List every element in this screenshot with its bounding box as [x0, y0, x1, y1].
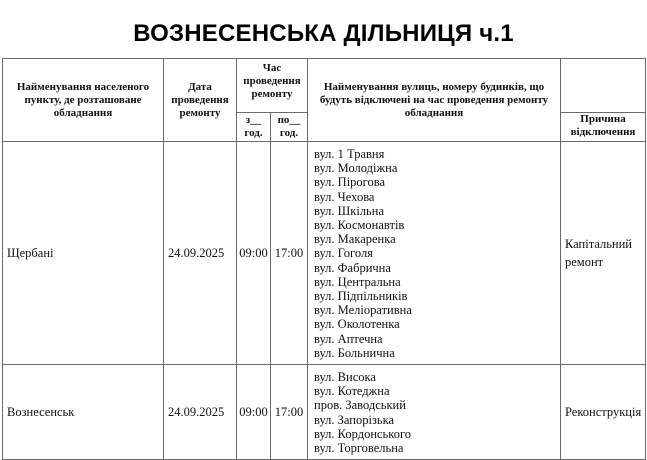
header-time-from: з__ год. — [237, 113, 271, 142]
street-item: вул. Молодіжна — [314, 161, 398, 176]
street-item: вул. Пірогова — [314, 175, 386, 190]
time-from-cell: 09:00 — [237, 365, 271, 460]
time-from-cell: 09:00 — [237, 142, 271, 365]
street-item: вул. Гоголя — [314, 246, 373, 261]
street-item: вул. Торговельна — [314, 441, 404, 456]
header-date: Дата проведення ремонту — [164, 59, 237, 142]
header-reason: Причина відключення — [561, 113, 646, 142]
header-streets: Найменування вулиць, номеру будинків, що будуть відключені на час проведення ремонту обладнання — [308, 59, 561, 142]
header-time: Час проведення ремонту — [237, 59, 308, 113]
street-item: вул. Центральна — [314, 274, 401, 289]
streets-cell — [308, 365, 561, 460]
time-to-cell: 17:00 — [271, 365, 308, 460]
street-item: вул. Запорізька — [314, 412, 395, 427]
table-row — [3, 365, 646, 460]
streets-cell — [308, 142, 561, 365]
street-item: вул. Меліоративна — [314, 303, 412, 318]
street-item: вул. Фабрична — [314, 260, 391, 275]
street-item: вул. Котеджна — [314, 384, 390, 399]
reason-cell: Реконструкція — [561, 365, 646, 460]
table-row — [3, 142, 646, 365]
header-time-to: по__ год. — [271, 113, 308, 142]
street-item: вул. Шкільна — [314, 203, 384, 218]
street-item: вул. Макаренка — [314, 232, 396, 247]
time-to-cell: 17:00 — [271, 142, 308, 365]
date-cell: 24.09.2025 — [164, 142, 237, 365]
header-reason-spacer — [561, 59, 646, 113]
street-item: вул. Аптечна — [314, 331, 383, 346]
street-item: вул. Висока — [314, 370, 376, 385]
reason-cell: Капітальний ремонт — [561, 142, 646, 365]
outage-schedule-table — [2, 58, 646, 460]
street-item: вул. Кордонського — [314, 426, 412, 441]
street-item: вул. Чехова — [314, 189, 375, 204]
street-item: вул. Підпільників — [314, 289, 408, 304]
settlement-cell: Щербані — [3, 142, 164, 365]
settlement-cell: Вознесенськ — [3, 365, 164, 460]
street-item: вул. Больнична — [314, 345, 395, 360]
street-item: вул. Космонавтів — [314, 218, 405, 233]
street-item: вул. Околотенка — [314, 317, 400, 332]
table-header — [3, 59, 646, 142]
header-settlement: Найменування населеного пункту, де розташоване обладнання — [3, 59, 164, 142]
page-title: ВОЗНЕСЕНСЬКА ДІЛЬНИЦЯ ч.1 — [133, 20, 514, 47]
date-cell: 24.09.2025 — [164, 365, 237, 460]
street-item: пров. Заводський — [314, 398, 406, 413]
street-item: вул. 1 Травня — [314, 147, 385, 161]
